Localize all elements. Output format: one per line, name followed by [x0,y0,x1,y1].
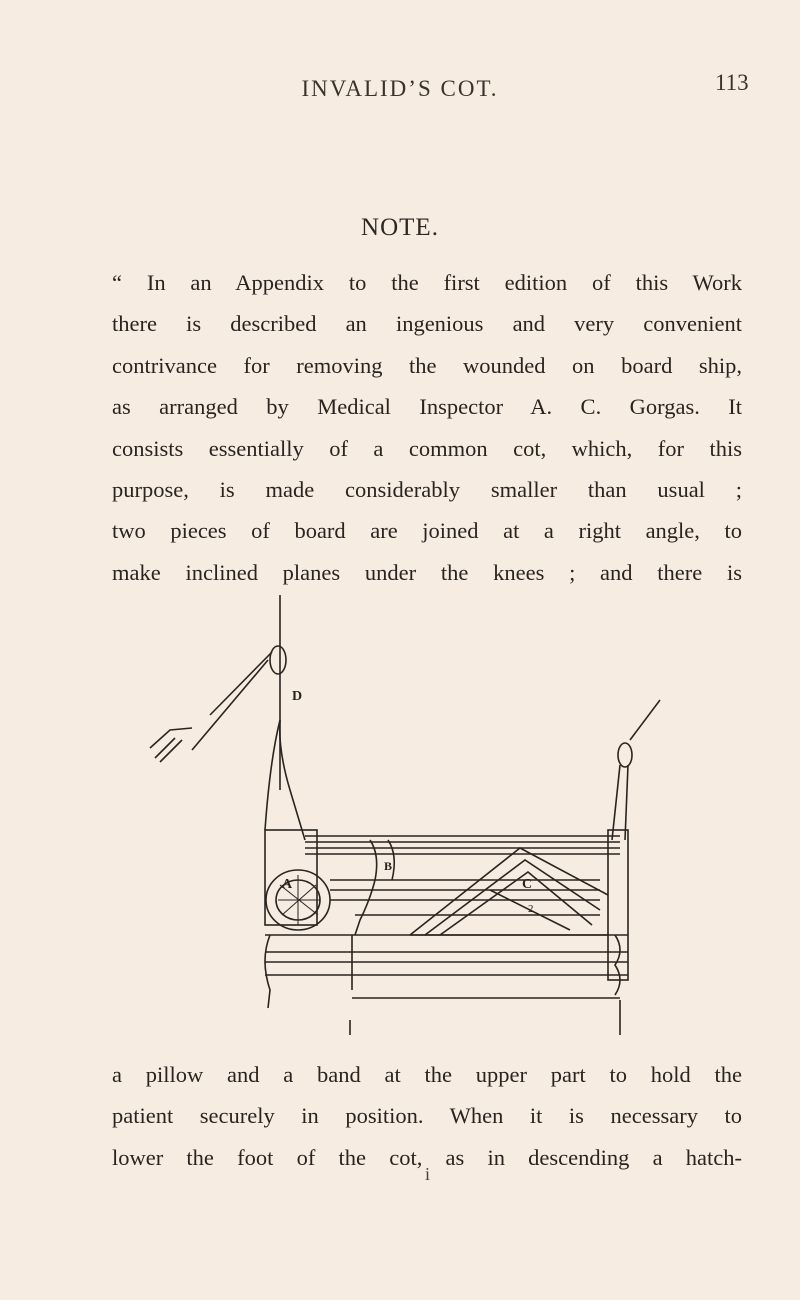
right-hook-ring [618,743,632,767]
page-number: 113 [715,70,749,95]
label-2: 2 [528,903,534,915]
label-b: B [384,859,393,873]
running-head: INVALID’S COT. [301,76,499,101]
label-d: D [292,689,303,704]
right-rope [625,765,628,840]
paragraph-bottom [112,1054,742,1178]
text-line: make inclined planes under the knees ; and there is [112,559,742,585]
rope-left [265,720,280,830]
diagonal-rope [192,660,268,750]
knee-board [425,860,600,935]
section-heading: NOTE. [361,214,439,241]
right-rope [612,765,620,840]
text-line: consists essentially of a common cot, which, for this [112,435,742,461]
text-line: patient securely in position. When it is necessary to [112,1103,742,1129]
text-line: two pieces of board are joined at a right angle, to [112,518,742,544]
text-line: contrivance for removing the wounded on board ship, [112,352,742,378]
text-line: “ In an Appendix to the first edition of this Work [112,270,742,295]
diagonal-rope [210,652,272,715]
right-rope [630,700,660,740]
knee-board [410,848,608,935]
text-line: lower the foot of the cot, as in descending a hatch- [112,1144,742,1170]
text-line: purpose, is made considerably smaller than usual ; [112,477,742,503]
rope-end [150,728,192,762]
signature-mark: i [425,1164,431,1184]
paragraph-top [112,262,742,593]
text-line: a pillow and a band at the upper part to hold the [112,1062,742,1087]
label-a: A [282,877,293,892]
text-line: as arranged by Medical Inspector A. C. Gorgas. It [112,394,742,420]
text-line: there is described an ingenious and very convenient [112,311,742,337]
left-cord [265,935,270,1008]
hook-ring [270,646,286,674]
cot-illustration [130,590,690,1050]
rope-left [280,720,305,840]
label-c: C [522,877,533,892]
right-coil [615,935,620,995]
